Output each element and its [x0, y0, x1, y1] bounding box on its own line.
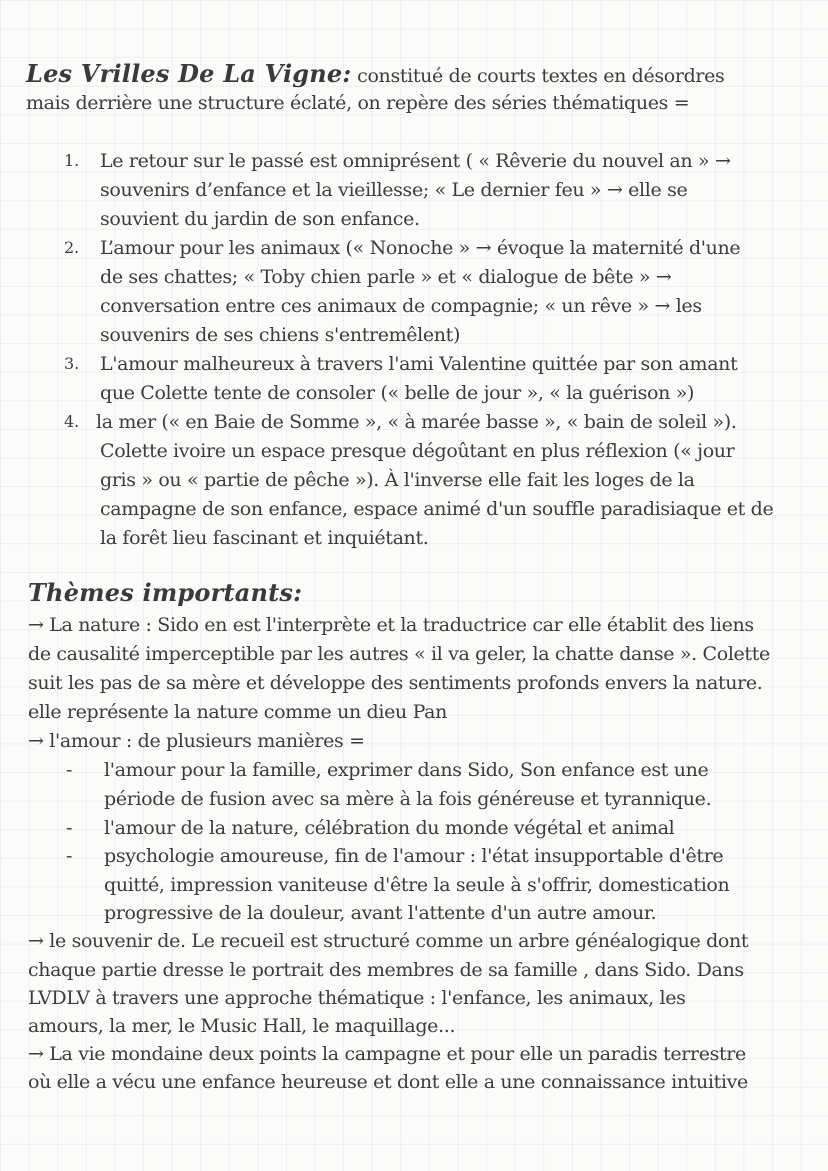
bullet-dash: -	[66, 817, 73, 839]
souvenir-line-2: chaque partie dresse le portrait des membres de sa famille , dans Sido. Dans	[28, 959, 744, 981]
bullet-3-line-3: progressive de la douleur, avant l'attente d'un autre amour.	[104, 902, 657, 924]
list-item-number: 3.	[64, 354, 80, 373]
list-item-3-line-2: que Colette tente de consoler (« belle de jour », « la guérison »)	[100, 382, 695, 404]
souvenir-line-3: LVDLV à travers une approche thématique : l'enfance, les animaux, les	[28, 987, 686, 1009]
list-item-2-line-2: de ses chattes; « Toby chien parle » et « dialogue de bête » →	[100, 266, 672, 288]
list-item-number: 1.	[64, 151, 80, 170]
list-item-4-line-1: la mer (« en Baie de Somme », « à marée basse », « bain de soleil »).	[96, 411, 737, 433]
souvenir-line-4: amours, la mer, le Music Hall, le maquillage...	[28, 1015, 456, 1037]
list-item-1-line-2: souvenirs d’enfance et la vieillesse; « Le dernier feu » → elle se	[100, 179, 688, 201]
list-item-number: 4.	[64, 412, 80, 431]
section-1-heading-line	[26, 60, 724, 90]
section-1-intro-line-2: mais derrière une structure éclaté, on repère des séries thématiques =	[26, 92, 690, 114]
section-1-title: Les Vrilles De La Vigne:	[26, 59, 352, 88]
bullet-1-line-1: l'amour pour la famille, exprimer dans Sido, Son enfance est une	[104, 759, 709, 781]
nature-line-3: suit les pas de sa mère et développe des sentiments profonds envers la nature.	[28, 672, 763, 694]
list-item-2-line-1: L’amour pour les animaux (« Nonoche » → évoque la maternité d'une	[100, 237, 741, 259]
list-item-3-line-1: L'amour malheureux à travers l'ami Valentine quittée par son amant	[100, 353, 738, 375]
mondaine-line-1: → La vie mondaine deux points la campagne et pour elle un paradis terrestre	[28, 1043, 746, 1065]
nature-line-1: → La nature : Sido en est l'interprète et la traductrice car elle établit des liens	[28, 614, 754, 636]
bullet-3-line-1: psychologie amoureuse, fin de l'amour : l'état insupportable d'être	[104, 845, 724, 867]
mondaine-line-2: où elle a vécu une enfance heureuse et dont elle a une connaissance intuitive	[28, 1071, 748, 1093]
bullet-dash: -	[66, 759, 73, 781]
souvenir-line-1: → le souvenir de. Le recueil est structuré comme un arbre généalogique dont	[28, 930, 749, 952]
list-item-number: 2.	[64, 238, 80, 257]
amour-intro: → l'amour : de plusieurs manières =	[28, 730, 365, 752]
bullet-3-line-2: quitté, impression vaniteuse d'être la seule à s'offrir, domestication	[104, 874, 730, 896]
list-item-4-line-3: gris » ou « partie de pêche »). À l'inverse elle fait les loges de la	[100, 469, 695, 491]
nature-line-4: elle représente la nature comme un dieu Pan	[28, 701, 448, 723]
list-item-1-line-3: souvient du jardin de son enfance.	[100, 208, 420, 230]
nature-line-2: de causalité imperceptible par les autres « il va geler, la chatte danse ». Colette	[28, 643, 770, 665]
section-2-title: Thèmes importants:	[28, 578, 303, 607]
list-item-4-line-5: la forêt lieu fascinant et inquiétant.	[100, 527, 429, 549]
bullet-dash: -	[66, 845, 73, 867]
list-item-4-line-2: Colette ivoire un espace presque dégoûtant en plus réflexion (« jour	[100, 440, 735, 462]
list-item-2-line-3: conversation entre ces animaux de compagnie; « un rêve » → les	[100, 295, 702, 317]
section-1-intro-line-1: constitué de courts textes en désordres	[357, 65, 725, 87]
bullet-2-line-1: l'amour de la nature, célébration du monde végétal et animal	[104, 817, 675, 839]
list-item-1-line-1: Le retour sur le passé est omniprésent ( « Rêverie du nouvel an » →	[100, 150, 731, 172]
list-item-4-line-4: campagne de son enfance, espace animé d'un souffle paradisiaque et de	[100, 498, 774, 520]
list-item-2-line-4: souvenirs de ses chiens s'entremêlent)	[100, 324, 461, 346]
bullet-1-line-2: période de fusion avec sa mère à la fois généreuse et tyrannique.	[104, 788, 712, 810]
